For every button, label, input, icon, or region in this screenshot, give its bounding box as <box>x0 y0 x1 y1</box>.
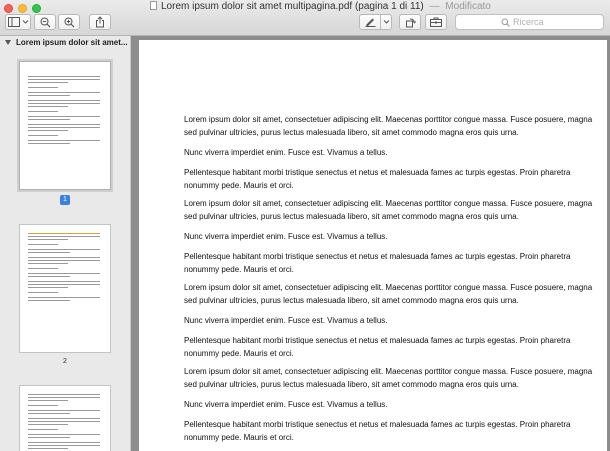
thumbnail-text-line <box>28 92 100 93</box>
document-paragraph: Lorem ipsum dolor sit amet, consectetuer adipiscing elit. Maecenas porttitor congue massa. Fusce posuere, magna sed pulvinar ultricies, purus lectus malesuada libero, sit amet commodo magna eros quis urna. <box>184 367 593 389</box>
thumbnail-text-line <box>28 424 68 425</box>
thumbnail-text-line <box>28 268 58 269</box>
thumbnail-text-line <box>28 421 100 422</box>
page-number-2: 2 <box>63 358 67 365</box>
thumbnail-text-line <box>28 76 100 77</box>
thumbnail-text-line <box>28 135 58 136</box>
toolbox-button[interactable] <box>425 14 447 30</box>
thumbnail-text-line <box>28 249 100 250</box>
thumbnail-text-line <box>28 287 68 288</box>
thumbnail-text-line <box>28 244 58 245</box>
sidebar-toggle-button[interactable] <box>5 14 31 30</box>
thumbnail-text-line <box>28 87 58 88</box>
thumbnail-text-line <box>28 400 68 401</box>
search-input[interactable] <box>510 17 603 27</box>
document-paragraph: Lorem ipsum dolor sit amet, consectetuer adipiscing elit. Maecenas porttitor congue massa. Fusce posuere, magna sed pulvinar ultricies, purus lectus malesuada libero, sit amet commodo magna eros quis urna. <box>184 199 593 221</box>
zoom-out-button[interactable] <box>34 14 56 30</box>
thumbnail-text-line <box>28 119 70 120</box>
thumbnail-text-line <box>28 445 100 446</box>
thumbnail-text-line <box>28 116 100 117</box>
thumbnail-text-line <box>28 140 100 141</box>
thumbnail-text-line <box>28 405 58 406</box>
document-paragraph: Pellentesque habitant morbi tristique senectus et netus et malesuada fames ac turpis egestas. Proin pharetra nonummy pede. Mauris et orci. <box>184 252 571 274</box>
document-paragraph: Nunc viverra imperdiet enim. Fusce est. Vivamus a tellus. <box>184 148 388 157</box>
sidebar-toggle-icon <box>8 17 20 27</box>
thumbnail-text-line <box>28 95 70 96</box>
thumbnail-text-line <box>28 448 68 449</box>
modified-status: Modificato <box>445 1 491 12</box>
thumbnail-text-line <box>28 127 100 128</box>
thumbnail-text-line <box>28 300 70 301</box>
maximize-window-button[interactable] <box>32 4 41 13</box>
close-window-button[interactable] <box>4 4 13 13</box>
window-title-text: Lorem ipsum dolor sit amet multipagina.pdf (pagina 1 di 11) <box>161 1 424 12</box>
thumbnail-text-line <box>28 260 100 261</box>
thumbnail-text-line <box>28 106 68 107</box>
share-button[interactable] <box>89 14 111 30</box>
document-paragraph: Nunc viverra imperdiet enim. Fusce est. Vivamus a tellus. <box>184 316 388 325</box>
window-title <box>150 1 490 13</box>
markup-menu-button[interactable] <box>380 14 392 30</box>
thumbnail-text-line <box>28 111 58 112</box>
thumbnail-sidebar <box>0 36 131 451</box>
thumbnail-text-line <box>28 236 100 237</box>
chevron-down-icon <box>383 19 390 25</box>
title-bar <box>0 0 610 36</box>
document-paragraph: Lorem ipsum dolor sit amet, consectetuer adipiscing elit. Maecenas porttitor congue massa. Fusce posuere, magna sed pulvinar ultricies, purus lectus malesuada libero, sit amet commodo magna eros quis urna. <box>184 115 593 137</box>
thumbnail-text-line <box>28 257 100 258</box>
separator: — <box>429 1 440 12</box>
document-icon <box>150 1 157 10</box>
zoom-out-icon <box>40 17 51 28</box>
page-number-1: 1 <box>60 195 70 205</box>
thumbnail-text-line <box>28 103 100 104</box>
document-paragraph: Pellentesque habitant morbi tristique senectus et netus et malesuada fames ac turpis egestas. Proin pharetra nonummy pede. Mauris et orci. <box>184 420 571 442</box>
document-view[interactable] <box>131 36 610 451</box>
page-thumbnail-1[interactable] <box>20 62 110 189</box>
sidebar-document-header[interactable] <box>0 36 131 48</box>
page-thumbnail-2[interactable] <box>20 225 110 352</box>
rotate-button[interactable] <box>399 14 421 30</box>
minimize-window-button[interactable] <box>18 4 27 13</box>
thumbnail-text-line <box>28 124 100 125</box>
zoom-in-icon <box>64 17 75 28</box>
document-paragraph: Pellentesque habitant morbi tristique senectus et netus et malesuada fames ac turpis egestas. Proin pharetra nonummy pede. Mauris et orci. <box>184 336 571 358</box>
disclosure-triangle-icon[interactable] <box>5 40 11 45</box>
search-field[interactable] <box>455 14 604 30</box>
thumbnail-text-line <box>28 273 100 274</box>
thumbnail-text-line <box>28 100 100 101</box>
thumbnail-text-line <box>28 292 58 293</box>
thumbnail-text-line <box>28 434 100 435</box>
thumbnail-text-line <box>28 442 100 443</box>
markup-button[interactable] <box>359 14 381 30</box>
zoom-in-button[interactable] <box>58 14 80 30</box>
thumbnail-text-line <box>28 252 70 253</box>
thumbnail-text-line <box>28 394 100 395</box>
thumbnail-text-line <box>28 82 68 83</box>
thumbnail-text-line <box>28 437 70 438</box>
thumbnail-text-line <box>28 79 100 80</box>
thumbnail-text-line <box>28 281 100 282</box>
thumbnail-text-line <box>28 410 100 411</box>
share-icon <box>95 16 105 28</box>
sidebar-document-title: Lorem ipsum dolor sit amet... <box>16 37 128 47</box>
toolbox-icon <box>430 17 442 27</box>
chevron-down-icon <box>22 19 29 25</box>
pdf-page <box>139 40 607 451</box>
thumbnail-text-line <box>28 397 100 398</box>
document-paragraph: Nunc viverra imperdiet enim. Fusce est. Vivamus a tellus. <box>184 400 388 409</box>
thumbnail-text-line <box>28 239 68 240</box>
thumbnail-text-line <box>28 143 70 144</box>
thumbnail-text-line <box>28 297 100 298</box>
document-paragraph: Nunc viverra imperdiet enim. Fusce est. Vivamus a tellus. <box>184 232 388 241</box>
markup-pen-icon <box>365 17 376 27</box>
thumbnail-text-line <box>28 284 100 285</box>
thumbnail-text-line <box>28 413 70 414</box>
page-thumbnail-3[interactable] <box>20 386 110 451</box>
rotate-icon <box>405 17 416 28</box>
thumbnail-text-line <box>28 130 68 131</box>
thumbnail-text-line <box>28 418 100 419</box>
document-paragraph: Pellentesque habitant morbi tristique senectus et netus et malesuada fames ac turpis egestas. Proin pharetra nonummy pede. Mauris et orci. <box>184 168 571 190</box>
thumbnail-text-line <box>28 263 68 264</box>
document-paragraph: Lorem ipsum dolor sit amet, consectetuer adipiscing elit. Maecenas porttitor congue massa. Fusce posuere, magna sed pulvinar ultricies, purus lectus malesuada libero, sit amet commodo magna eros quis urna. <box>184 283 593 305</box>
search-icon <box>501 18 510 27</box>
thumbnail-text-line <box>28 233 100 234</box>
thumbnail-text-line <box>28 429 58 430</box>
thumbnail-text-line <box>28 276 70 277</box>
